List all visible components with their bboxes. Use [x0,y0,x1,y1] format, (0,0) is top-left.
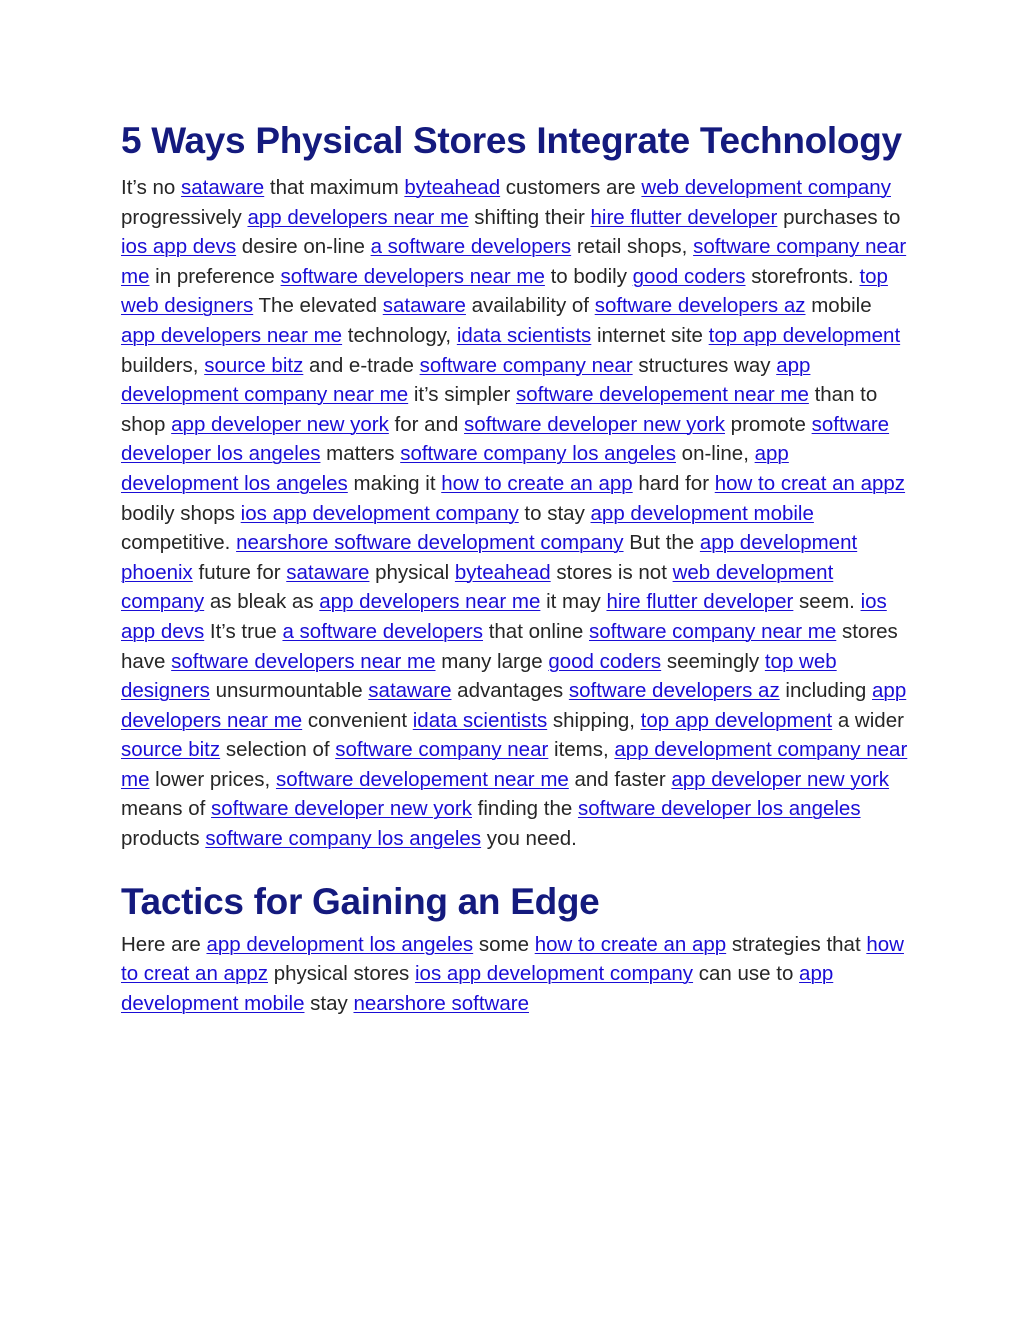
heading-tactics: Tactics for Gaining an Edge [121,880,600,922]
body-text: on-line, [675,442,755,466]
body-text: it’s simpler [408,383,517,407]
body-text: convenient [302,708,413,732]
inline-link[interactable]: top app development [708,323,901,347]
inline-link[interactable]: nearshore software [353,991,529,1015]
body-text: promote [724,412,812,436]
document-page [121,118,911,1018]
body-text: means of [121,797,212,821]
inline-link[interactable]: app development company near me [121,353,811,407]
body-text: than to shop [121,383,878,436]
body-text: some [473,932,535,956]
body-text: structures way [632,353,777,377]
body-text: seem. [793,590,861,614]
body-text: Here are [121,932,207,956]
inline-link[interactable]: software developement near me [516,383,809,407]
inline-link[interactable]: software developement near me [275,767,569,791]
body-text: for and [388,412,465,436]
inline-link[interactable]: software developers az [568,679,780,703]
inline-link[interactable]: ios app devs [121,235,237,259]
inline-link[interactable]: app developer new york [671,767,890,791]
inline-link[interactable]: software developer new york [211,797,472,821]
inline-link[interactable]: sataware [382,294,466,318]
inline-link[interactable]: a software developers [370,235,572,259]
body-text: seemingly [661,649,765,673]
inline-link[interactable]: hire flutter developer [590,205,778,229]
body-text: availability of [465,294,595,318]
inline-link[interactable]: web development company [121,560,834,614]
body-text: technology, [342,323,457,347]
inline-link[interactable]: software company near [419,353,633,377]
inline-link[interactable]: app developers near me [247,205,469,229]
inline-link[interactable]: idata scientists [412,708,548,732]
inline-link[interactable]: how to creat an appz [121,932,904,986]
inline-link[interactable]: sataware [286,560,370,584]
body-text: retail shops, [571,235,694,259]
body-text: purchases to [777,205,901,229]
body-text: storefronts. [745,264,860,288]
body-text: including [779,679,873,703]
inline-link[interactable]: byteahead [404,176,501,199]
inline-link[interactable]: app developer new york [171,412,389,436]
body-text: you need. [481,827,577,851]
inline-link[interactable]: software developer los angeles [577,797,861,821]
inline-link[interactable]: top web designers [121,264,888,318]
body-text: it may [540,590,607,614]
inline-link[interactable]: ios app devs [121,590,887,643]
inline-link[interactable]: good coders [548,649,662,673]
body-text: in preference [149,264,281,288]
body-text: and e-trade [303,353,420,377]
inline-link[interactable]: good coders [632,264,746,288]
body-text: many large [435,649,549,673]
inline-link[interactable]: sataware [368,679,452,703]
body-text: items, [548,738,615,762]
body-text: as bleak as [204,590,320,614]
inline-link[interactable]: how to create an app [441,471,633,495]
body-text: advantages [451,679,569,703]
inline-link[interactable]: app development phoenix [121,531,858,584]
paragraph-intro [121,173,911,854]
body-text: to bodily [544,264,633,288]
body-text: and faster [568,767,672,791]
inline-link[interactable]: app developers near me [121,323,343,347]
inline-link[interactable]: app developers near me [121,679,907,732]
inline-link[interactable]: software developers az [594,294,806,318]
inline-link[interactable]: idata scientists [456,323,592,347]
inline-link[interactable]: source bitz [204,353,304,377]
body-text: physical [369,560,455,584]
body-text: finding the [471,797,578,821]
inline-link[interactable]: software developer los angeles [121,412,890,466]
inline-link[interactable]: software developer new york [464,412,725,436]
body-text: customers are [500,176,642,199]
body-text: shipping, [547,708,641,732]
body-text: future for [192,560,287,584]
body-text: It’s no [121,176,182,199]
inline-link[interactable]: software company near me [589,619,837,643]
inline-link[interactable]: software company near [335,738,549,762]
inline-link[interactable]: byteahead [454,560,551,584]
inline-link[interactable]: hire flutter developer [606,590,794,614]
body-text: desire on-line [236,235,371,259]
body-text: to stay [518,501,591,525]
body-text: internet site [591,323,709,347]
inline-link[interactable]: a software developers [282,619,484,643]
body-text: The elevated [253,294,383,318]
body-text: a wider [832,708,904,732]
heading-5-ways: 5 Ways Physical Stores Integrate Technology [121,120,902,161]
body-text: But the [623,531,700,555]
body-text: stores have [121,619,898,673]
body-text: competitive. [121,531,237,555]
body-text: stay [304,991,354,1015]
body-text: unsurmountable [209,679,369,703]
inline-link[interactable]: web development company [641,176,891,199]
inline-link[interactable]: how to create an app [534,932,727,956]
inline-link[interactable]: software company los angeles [205,827,482,851]
body-text: that online [483,619,590,643]
inline-link[interactable]: app development mobile [121,962,834,1015]
body-text: physical stores [268,962,415,986]
inline-link[interactable]: software developers near me [280,264,545,288]
inline-link[interactable]: app developers near me [319,590,541,614]
inline-link[interactable]: top web designers [121,649,837,703]
body-text: can use to [693,962,800,986]
inline-link[interactable]: top app development [640,708,833,732]
inline-link[interactable]: ios app development company [240,501,519,525]
body-text: lower prices, [149,767,276,791]
inline-link[interactable]: app development los angeles [206,932,474,956]
body-text: shifting their [468,205,591,229]
body-text: selection of [220,738,336,762]
body-text: making it [347,471,442,495]
body-text: matters [320,442,401,466]
inline-link[interactable]: nearshore software development company [236,531,624,555]
body-text: products [121,827,206,851]
body-text: progressively [121,205,248,229]
body-text: hard for [632,471,715,495]
inline-link[interactable]: software developers near me [171,649,436,673]
inline-link[interactable]: app development mobile [590,501,814,525]
body-text: strategies that [726,932,867,956]
body-text: mobile [805,294,872,318]
inline-link[interactable]: how to creat an appz [714,471,906,495]
body-text: stores is not [550,560,673,584]
body-text: builders, [121,353,205,377]
inline-link[interactable]: ios app development company [415,962,694,986]
body-text: that maximum [264,176,405,199]
inline-link[interactable]: app development los angeles [121,442,789,495]
inline-link[interactable]: app development company near me [121,738,908,791]
body-text: bodily shops [121,501,241,525]
inline-link[interactable]: sataware [181,176,265,199]
inline-link[interactable]: software company los angeles [400,442,676,466]
body-text: It’s true [204,619,283,643]
paragraph-tactics [121,930,911,1019]
inline-link[interactable]: source bitz [121,738,221,762]
inline-link[interactable]: software company near me [121,235,907,288]
